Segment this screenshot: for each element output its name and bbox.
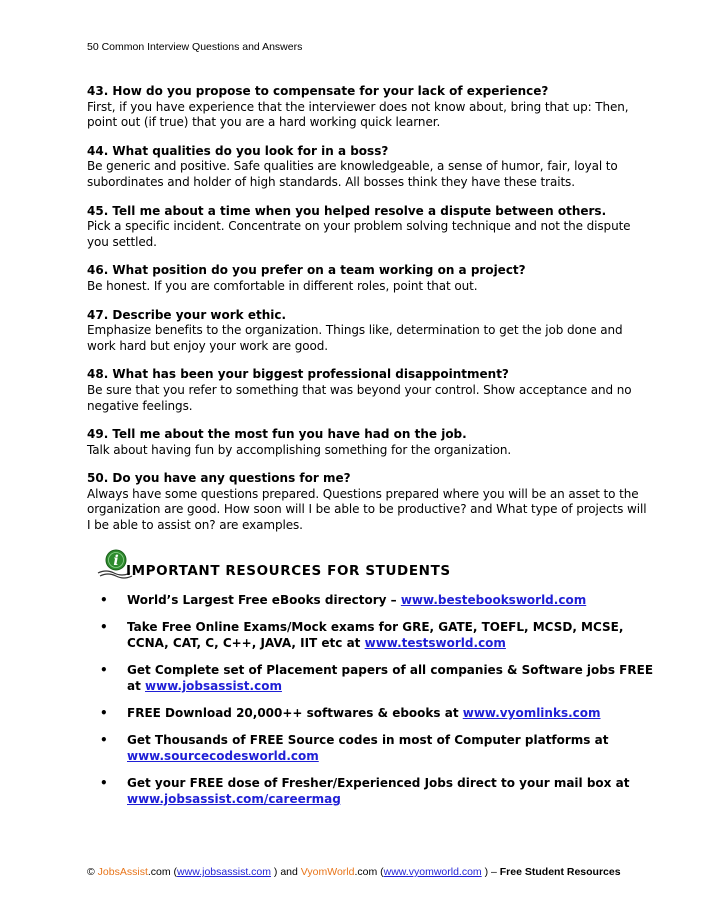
list-item xyxy=(95,775,655,807)
question: 47. Describe your work ethic. xyxy=(87,307,287,322)
qa-item xyxy=(87,427,647,458)
answer: Be generic and positive. Safe qualities are knowledgeable, a sense of humor, fair, loyal to subordinates and holder of high standards. All bosses think they have these traits. xyxy=(87,159,618,189)
resource-link[interactable]: www.sourcecodesworld.com xyxy=(127,749,319,763)
answer: First, if you have experience that the interviewer does not know about, bring that up: Then, point out (if true) that you are a hard working quick learner. xyxy=(87,99,629,130)
resources-title: IMPORTANT RESOURCES FOR STUDENTS xyxy=(126,563,451,579)
list-item xyxy=(95,592,655,608)
question: 48. What has been your biggest professional disappointment? xyxy=(87,367,509,382)
question: 43. How do you propose to compensate for your lack of experience? xyxy=(87,84,549,98)
qa-item xyxy=(87,367,647,414)
footer-text: .com ( xyxy=(147,866,178,878)
question: 46. What position do you prefer on a team working on a project? xyxy=(87,263,526,278)
question: 50. Do you have any questions for me? xyxy=(87,471,351,486)
resource-link[interactable]: www.bestebooksworld.com xyxy=(400,593,587,607)
qa-item xyxy=(87,204,647,251)
answer: Always have some questions prepared. Questions prepared where you will be an asset to the organization are good. How soon will I be able to be productive? and What type of projects will I be able to assist on? are examples. xyxy=(87,486,647,533)
qa-item xyxy=(87,144,647,191)
footer-text: ) and xyxy=(271,866,301,878)
page-header: 50 Common Interview Questions and Answers xyxy=(87,41,303,53)
qa-item xyxy=(87,308,647,355)
resource-link[interactable]: www.testsworld.com xyxy=(364,636,506,650)
resource-text: Get Thousands of FREE Source codes in most of Computer platforms at xyxy=(127,733,609,747)
qa-item xyxy=(87,471,647,533)
list-item xyxy=(95,705,655,721)
brand-part: World xyxy=(327,866,355,878)
resource-link[interactable]: www.jobsassist.com xyxy=(145,679,282,693)
footer-tagline: Free Student Resources xyxy=(499,866,621,878)
resource-link[interactable]: www.vyomlinks.com xyxy=(462,706,601,720)
resource-text: FREE Download 20,000++ softwares & ebooks at xyxy=(127,706,463,720)
copyright-symbol: © xyxy=(87,866,95,878)
answer: Be honest. If you are comfortable in different roles, point that out. xyxy=(87,278,478,293)
bullet: • xyxy=(100,593,108,607)
svg-text:i: i xyxy=(113,553,119,569)
question: 45. Tell me about a time when you helped resolve a dispute between others. xyxy=(87,203,607,218)
qa-item xyxy=(87,263,647,294)
bullet: • xyxy=(100,663,108,677)
resource-text: Get your FREE dose of Fresher/Experienced Jobs direct to your mail box at xyxy=(127,776,630,790)
bullet: • xyxy=(100,733,108,747)
answer: Be sure that you refer to something that was beyond your control. Show acceptance and no negative feelings. xyxy=(87,382,632,413)
resources-header xyxy=(96,548,656,580)
footer-link[interactable]: www.jobsassist.com xyxy=(177,866,271,878)
resources-list xyxy=(95,592,655,818)
footer-link[interactable]: www.vyomworld.com xyxy=(383,866,482,878)
bullet: • xyxy=(100,620,108,634)
resource-text: Take Free Online Exams/Mock exams for GRE, GATE, TOEFL, MCSD, MCSE, CCNA, CAT, C, C++, JAVA, IIT etc at xyxy=(127,620,624,650)
brand-part: Assist xyxy=(119,866,148,878)
qa-list xyxy=(87,84,647,547)
bullet: • xyxy=(100,776,108,790)
qa-item xyxy=(87,84,647,131)
page-footer xyxy=(87,866,621,878)
brand-part: Jobs xyxy=(97,866,120,878)
question: 49. Tell me about the most fun you have had on the job. xyxy=(87,427,467,442)
list-item xyxy=(95,662,655,694)
resource-text: Get Complete set of Placement papers of all companies & Software jobs FREE at xyxy=(127,663,654,693)
resource-link[interactable]: www.jobsassist.com/careermag xyxy=(127,792,341,806)
question: 44. What qualities do you look for in a boss? xyxy=(87,143,389,158)
list-item xyxy=(95,619,655,651)
bullet: • xyxy=(100,706,108,720)
list-item xyxy=(95,732,655,764)
answer: Pick a specific incident. Concentrate on your problem solving technique and not the dispute you settled. xyxy=(87,219,631,249)
resource-text: World’s Largest Free eBooks directory – xyxy=(127,593,401,607)
footer-text: ) – xyxy=(481,866,500,878)
footer-text: .com ( xyxy=(354,866,384,878)
answer: Talk about having fun by accomplishing something for the organization. xyxy=(87,442,512,457)
brand-part: Vyom xyxy=(300,866,328,878)
answer: Emphasize benefits to the organization. Things like, determination to get the job done and work hard but enjoy your work are good. xyxy=(87,323,623,353)
